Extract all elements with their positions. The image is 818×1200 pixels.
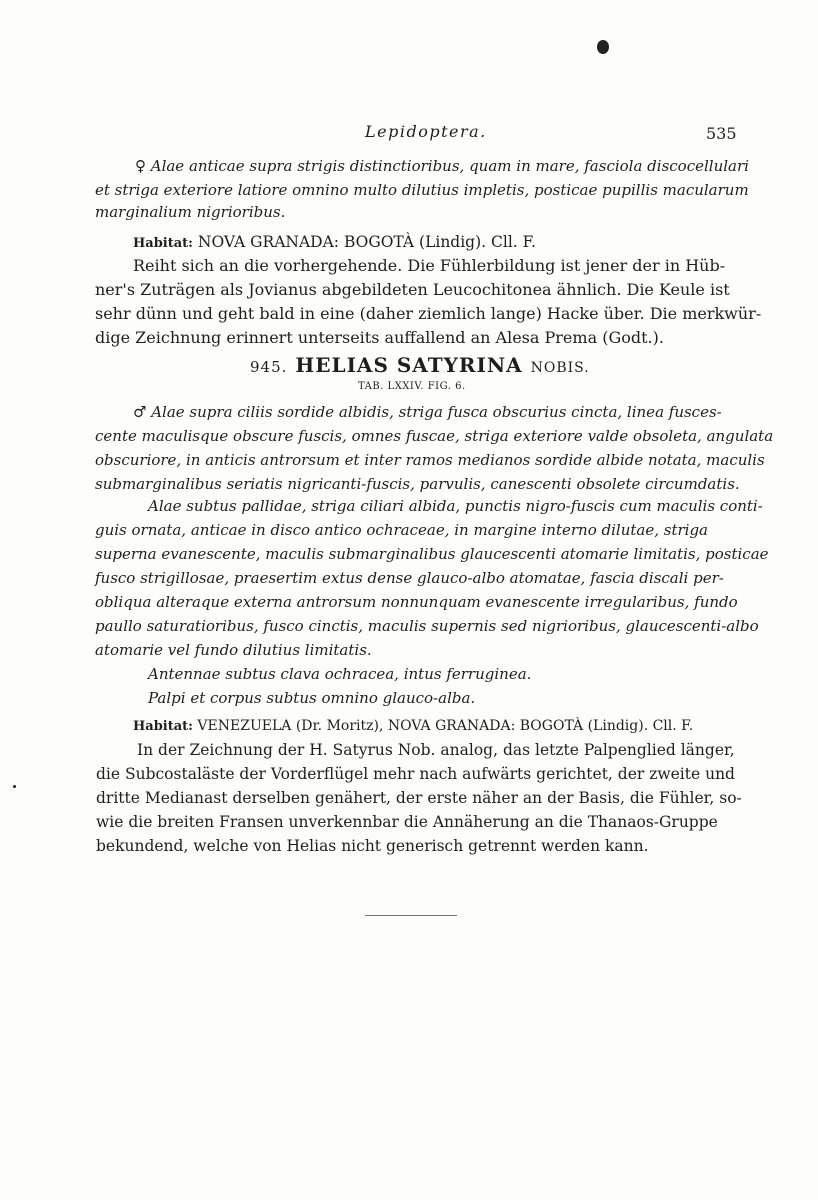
notes-line: dige Zeichnung erinnert unterseits auffallend an Alesa Prema (Godt.). — [95, 328, 664, 347]
habitat-line — [133, 232, 536, 254]
notes-line: Reiht sich an die vorhergehende. Die Fühlerbildung ist jener der in Hüb- — [133, 256, 726, 275]
underside-description-line: paullo saturatioribus, fusco cinctis, maculis supernis sed nigrioribus, glaucescenti-albo — [95, 617, 759, 635]
species-author: NOBIS. — [530, 360, 590, 376]
running-title: Lepidoptera. — [365, 122, 487, 141]
species-heading — [250, 353, 590, 377]
notes-line: bekundend, welche von Helias nicht generisch getrennt werden kann. — [96, 837, 649, 855]
notes-line: ner's Zuträgen als Jovianus abgebildeten Leucochitonea ähnlich. Die Keule ist — [95, 280, 730, 299]
notes-line: In der Zeichnung der H. Satyrus Nob. analog, das letzte Palpenglied länger, — [137, 741, 735, 759]
habitat-label: Habitat: — [133, 236, 193, 251]
palpi-line: Palpi et corpus subtus omnino glauco-alba. — [148, 689, 476, 707]
ink-speck — [597, 40, 609, 54]
notes-line: die Subcostaläste der Vorderflügel mehr nach aufwärts gerichtet, der zweite und — [96, 765, 735, 783]
notes-line: dritte Medianast derselben genähert, der erste näher an der Basis, die Fühler, so- — [96, 789, 742, 807]
habitat-label: Habitat: — [133, 719, 193, 734]
species-name: HELIAS SATYRINA — [295, 353, 523, 377]
antennae-line: Antennae subtus clava ochracea, intus ferruginea. — [148, 665, 532, 683]
habitat-text: VENEZUELA (Dr. Moritz), NOVA GRANADA: BOGOTÀ (Lindig). Cll. F. — [197, 718, 694, 734]
underside-description-line: superna evanescente, maculis submarginalibus glaucescenti atomarie limitatis, posticae — [95, 545, 769, 563]
female-description-line: marginalium nigrioribus. — [95, 203, 286, 221]
male-description-line: ♂ Alae supra ciliis sordide albidis, striga fusca obscurius cincta, linea fusces- — [133, 403, 722, 421]
male-description-line: submarginalibus seriatis nigricanti-fuscis, parvulis, canescenti obsolete circumdatis. — [95, 475, 740, 493]
underside-description-line: fusco strigillosae, praesertim extus dense glauco-albo atomatae, fascia discali per- — [95, 569, 724, 587]
underside-description-line: atomarie vel fundo dilutius limitatis. — [95, 641, 372, 659]
female-description-line: ♀ Alae anticae supra strigis distinctioribus, quam in mare, fasciola discocellulari — [135, 157, 749, 175]
male-description-line: obscuriore, in anticis antrorsum et inter ramos medianos sordide albide notata, maculis — [95, 451, 765, 469]
underside-description-line: guis ornata, anticae in disco antico ochraceae, in margine interno dilutae, striga — [95, 521, 708, 539]
page-number: 535 — [706, 124, 737, 143]
female-description-line: et striga exteriore latiore omnino multo dilutius impletis, posticae pupillis macularum — [95, 181, 749, 199]
ink-speck — [13, 785, 16, 788]
underside-description-line: Alae subtus pallidae, striga ciliari albida, punctis nigro-fuscis cum maculis conti- — [148, 497, 763, 515]
underside-description-line: obliqua alteraque externa antrorsum nonnunquam evanescente irregularibus, fundo — [95, 593, 738, 611]
species-number: 945. — [250, 358, 288, 376]
plate-reference: TAB. LXXIV. FIG. 6. — [358, 381, 466, 392]
notes-line: wie die breiten Fransen unverkennbar die Annäherung an die Thanaos-Gruppe — [96, 813, 718, 831]
habitat-line — [133, 716, 693, 737]
habitat-text: NOVA GRANADA: BOGOTÀ (Lindig). Cll. F. — [197, 233, 536, 251]
male-description-line: cente maculisque obscure fuscis, omnes fuscae, striga exteriore valde obsoleta, angulata — [95, 427, 774, 445]
section-divider — [365, 915, 457, 916]
notes-line: sehr dünn und geht bald in eine (daher ziemlich lange) Hacke über. Die merkwür- — [95, 304, 762, 323]
